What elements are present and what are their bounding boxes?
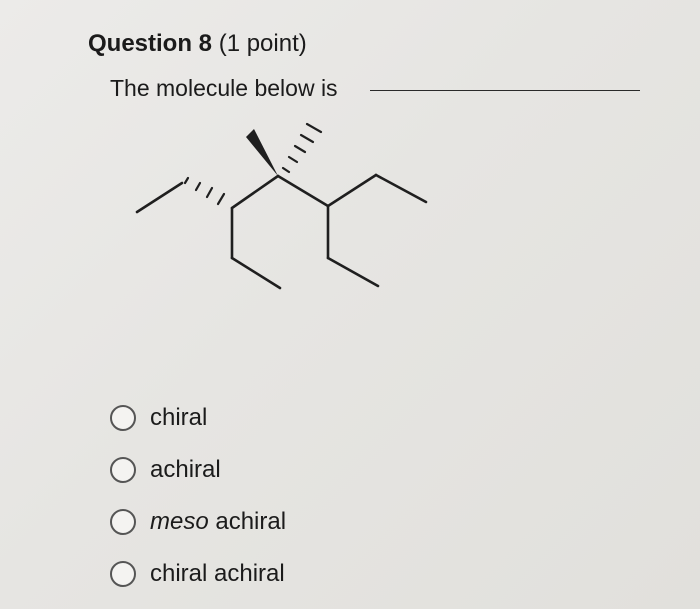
option-chiral-achiral[interactable] — [110, 548, 286, 600]
bond-c5-c6 — [328, 175, 376, 206]
wedge-bond-methyl — [246, 129, 278, 176]
bond-ethyl-left-end — [137, 183, 182, 212]
option-label: chiral — [150, 404, 208, 431]
option-achiral[interactable] — [110, 444, 286, 496]
option-chiral[interactable] — [110, 392, 286, 444]
radio-button[interactable] — [110, 457, 136, 483]
bond-c4-c5 — [278, 176, 328, 206]
bond-c8-c9 — [328, 258, 378, 286]
option-label: achiral — [150, 456, 221, 483]
radio-button[interactable] — [110, 509, 136, 535]
option-label: meso achiral — [150, 508, 287, 535]
question-points: (1 point) — [218, 30, 307, 57]
bond-c3-c4 — [232, 176, 278, 208]
bond-c6-c7 — [376, 175, 426, 202]
radio-button[interactable] — [110, 405, 136, 431]
radio-button[interactable] — [110, 561, 136, 587]
hashed-bond-left — [185, 178, 224, 204]
option-label: chiral achiral — [150, 560, 285, 587]
answer-options — [110, 392, 286, 600]
option-meso-achiral[interactable] — [110, 496, 286, 548]
question-title: Question 8 — [88, 30, 213, 57]
hashed-bond-top — [283, 124, 321, 172]
bond-c2-c1 — [232, 258, 280, 288]
question-prompt: The molecule below is — [110, 75, 338, 101]
